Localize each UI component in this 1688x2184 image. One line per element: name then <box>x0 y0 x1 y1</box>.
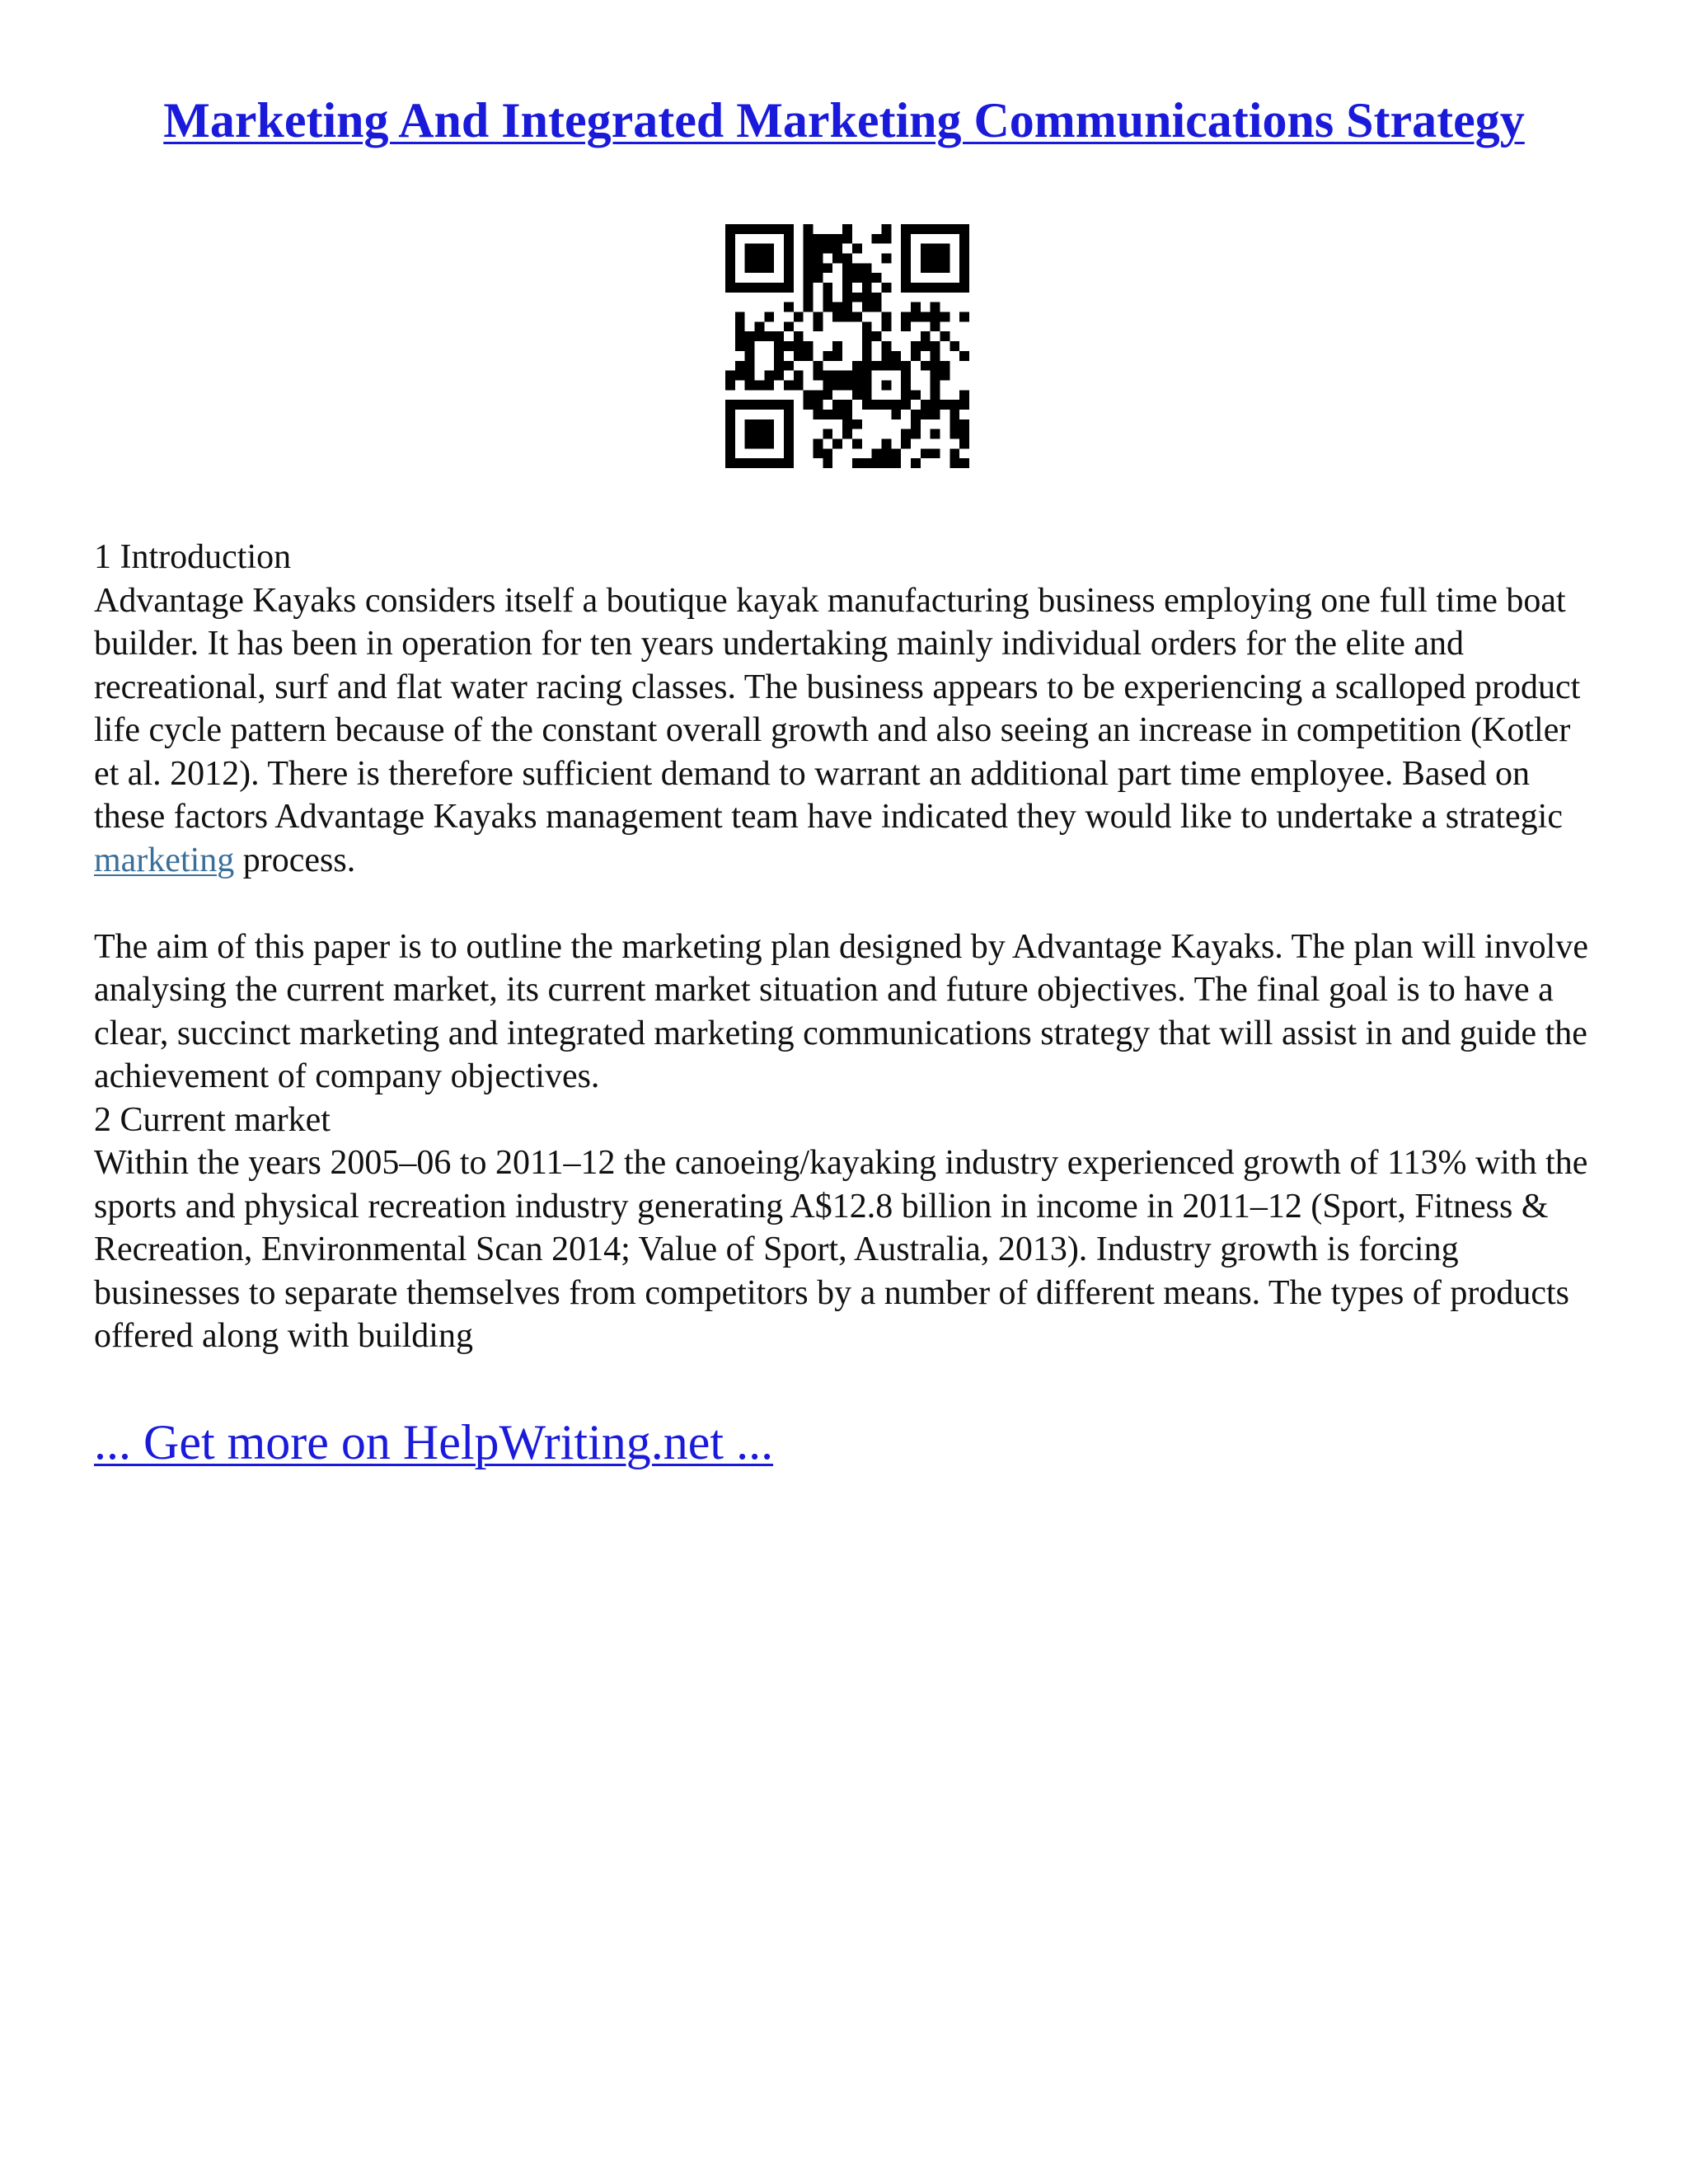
section-heading-introduction: 1 Introduction <box>94 538 292 576</box>
title-link[interactable]: Marketing And Integrated Marketing Communications Strategy <box>163 93 1525 148</box>
get-more-link[interactable]: ... Get more on HelpWriting.net ... <box>94 1415 774 1469</box>
document-body <box>94 536 1602 1358</box>
introduction-text: Advantage Kayaks considers itself a boutique kayak manufacturing business employing one full time boat builder. It has been in operation for ten years undertaking mainly individual orders for the elite and recreational, surf and flat water racing classes. The business appears to be experiencing a scalloped product life cycle pattern because of the constant overall growth and also seeing an increase in competition (Kotler et al. 2012). There is therefore sufficient demand to warrant an additional part time employee. Based on these factors Advantage Kayaks management team have indicated they would like to undertake a strategic <box>94 581 1581 836</box>
paragraph-spacer <box>94 882 1602 926</box>
introduction-text-end: process. <box>234 841 356 879</box>
current-market-paragraph: Within the years 2005–06 to 2011–12 the canoeing/kayaking industry experienced growth of 113% with the sports and physical recreation industry generating A$12.8 billion in income in 2011–12 (Sport, Fitness & Recreation, Environmental Scan 2014; Value of Sport, Australia, 2013). Industry growth is forcing businesses to separate themselves from competitors by a number of different means. The types of products offered along with building <box>94 1144 1588 1355</box>
introduction-paragraph <box>94 579 1602 883</box>
qr-code-icon <box>725 224 969 468</box>
marketing-link[interactable]: marketing <box>94 841 235 879</box>
aim-paragraph: The aim of this paper is to outline the marketing plan designed by Advantage Kayaks. The plan will involve analysing the current market, its current market situation and future objectives. The final goal is to have a clear, succinct marketing and integrated marketing communications strategy that will assist in and guide the achievement of company objectives. <box>94 927 1588 1095</box>
section-heading-current-market: 2 Current market <box>94 1100 331 1139</box>
page-title <box>0 89 1688 152</box>
more-link-container <box>94 1411 773 1474</box>
